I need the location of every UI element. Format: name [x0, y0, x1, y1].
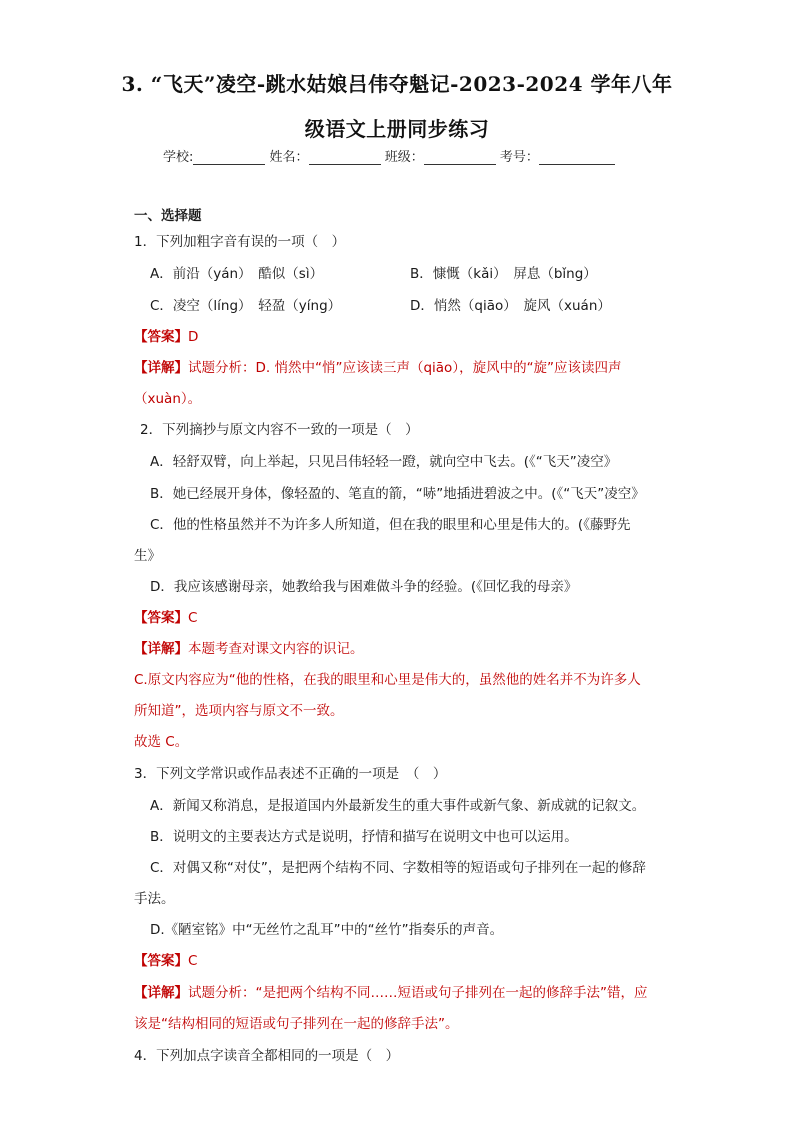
number-label: 考号： — [499, 150, 539, 165]
school-label: 学校: — [163, 150, 194, 165]
question-2-detail — [134, 640, 364, 658]
question-1-stem: 1．下列加粗字音有误的一项（ ） — [134, 234, 346, 250]
student-info-row — [163, 146, 615, 165]
question-2-stem: 2．下列摘抄与原文内容不一致的一项是（ ） — [140, 422, 419, 438]
answer-value: C — [188, 953, 198, 969]
answer-tag: 【答案】 — [134, 953, 188, 969]
question-3-option-c-cont: 手法。 — [134, 891, 175, 907]
detail-tag: 【详解】 — [134, 641, 188, 657]
name-label: 姓名： — [269, 150, 309, 165]
question-3-answer — [134, 952, 197, 970]
question-3-option-b: B．说明文的主要表达方式是说明，抒情和描写在说明文中也可以运用。 — [150, 829, 578, 845]
document-title-line-2: 级语文上册同步练习 — [304, 117, 490, 141]
answer-tag: 【答案】 — [134, 610, 188, 626]
question-1-option-a: A．前沿（yán） 酷似（sì） — [150, 266, 324, 282]
question-3-detail-cont: 该是“结构相同的短语或句子排列在一起的修辞手法”。 — [134, 1016, 459, 1032]
class-label: 班级： — [384, 150, 424, 165]
question-2-option-b: B．她已经展开身体，像轻盈的、笔直的箭，“哧”地插进碧波之中。(《“飞天”凌空》 — [150, 486, 645, 502]
class-blank — [424, 150, 496, 165]
question-1-detail — [134, 359, 622, 377]
question-2-option-c-cont: 生》 — [134, 548, 161, 564]
question-2-conclusion: 故选 C。 — [134, 734, 189, 750]
detail-text: 试题分析：“是把两个结构不同……短语或句子排列在一起的修辞手法”错，应 — [188, 985, 648, 1001]
detail-tag: 【详解】 — [134, 360, 188, 376]
answer-value: C — [188, 610, 198, 626]
question-1-option-d: D．悄然（qiāo） 旋风（xuán） — [410, 298, 611, 314]
question-3-option-d: D.《陋室铭》中“无丝竹之乱耳”中的“丝竹”指奏乐的声音。 — [150, 922, 504, 938]
question-2-option-c: C．他的性格虽然并不为许多人所知道，但在我的眼里和心里是伟大的。(《藤野先 — [150, 517, 631, 533]
question-2-explanation-1: C.原文内容应为“他的性格，在我的眼里和心里是伟大的，虽然他的姓名并不为许多人 — [134, 672, 641, 688]
section-heading: 一、选择题 — [134, 208, 202, 224]
question-1-answer — [134, 328, 198, 346]
question-3-detail — [134, 984, 648, 1002]
question-1-option-c: C．凌空（líng） 轻盈（yíng） — [150, 298, 342, 314]
question-3-stem: 3．下列文学常识或作品表述不正确的一项是 （ ） — [134, 766, 447, 782]
document-title-line-1: 3. “飞天”凌空-跳水姑娘吕伟夺魁记-2023-2024 学年八年 — [121, 72, 673, 96]
question-4-stem: 4．下列加点字读音全都相同的一项是（ ） — [134, 1048, 400, 1064]
answer-value: D — [188, 329, 199, 345]
question-2-option-d: D．我应该感谢母亲，她教给我与困难做斗争的经验。(《回忆我的母亲》 — [150, 579, 578, 595]
name-blank — [309, 150, 381, 165]
number-blank — [539, 150, 615, 165]
question-2-explanation-2: 所知道”，选项内容与原文不一致。 — [134, 703, 344, 719]
question-3-option-a: A．新闻又称消息，是报道国内外最新发生的重大事件或新气象、新成就的记叙文。 — [150, 798, 646, 814]
question-1-option-b: B．慷慨（kǎi） 屏息（bǐng） — [410, 266, 597, 282]
question-2-answer — [134, 609, 197, 627]
detail-tag: 【详解】 — [134, 985, 188, 1001]
school-blank — [193, 150, 265, 165]
detail-text: 本题考查对课文内容的识记。 — [188, 641, 364, 657]
detail-text: 试题分析：D. 悄然中“悄”应该读三声（qiāo），旋风中的“旋”应该读四声 — [188, 360, 622, 376]
question-2-option-a: A．轻舒双臂，向上举起，只见吕伟轻轻一蹬，就向空中飞去。(《“飞天”凌空》 — [150, 454, 618, 470]
answer-tag: 【答案】 — [134, 329, 188, 345]
question-1-detail-cont: （xuàn）。 — [134, 391, 202, 407]
question-3-option-c: C．对偶又称“对仗”，是把两个结构不同、字数相等的短语或句子排列在一起的修辞 — [150, 860, 646, 876]
